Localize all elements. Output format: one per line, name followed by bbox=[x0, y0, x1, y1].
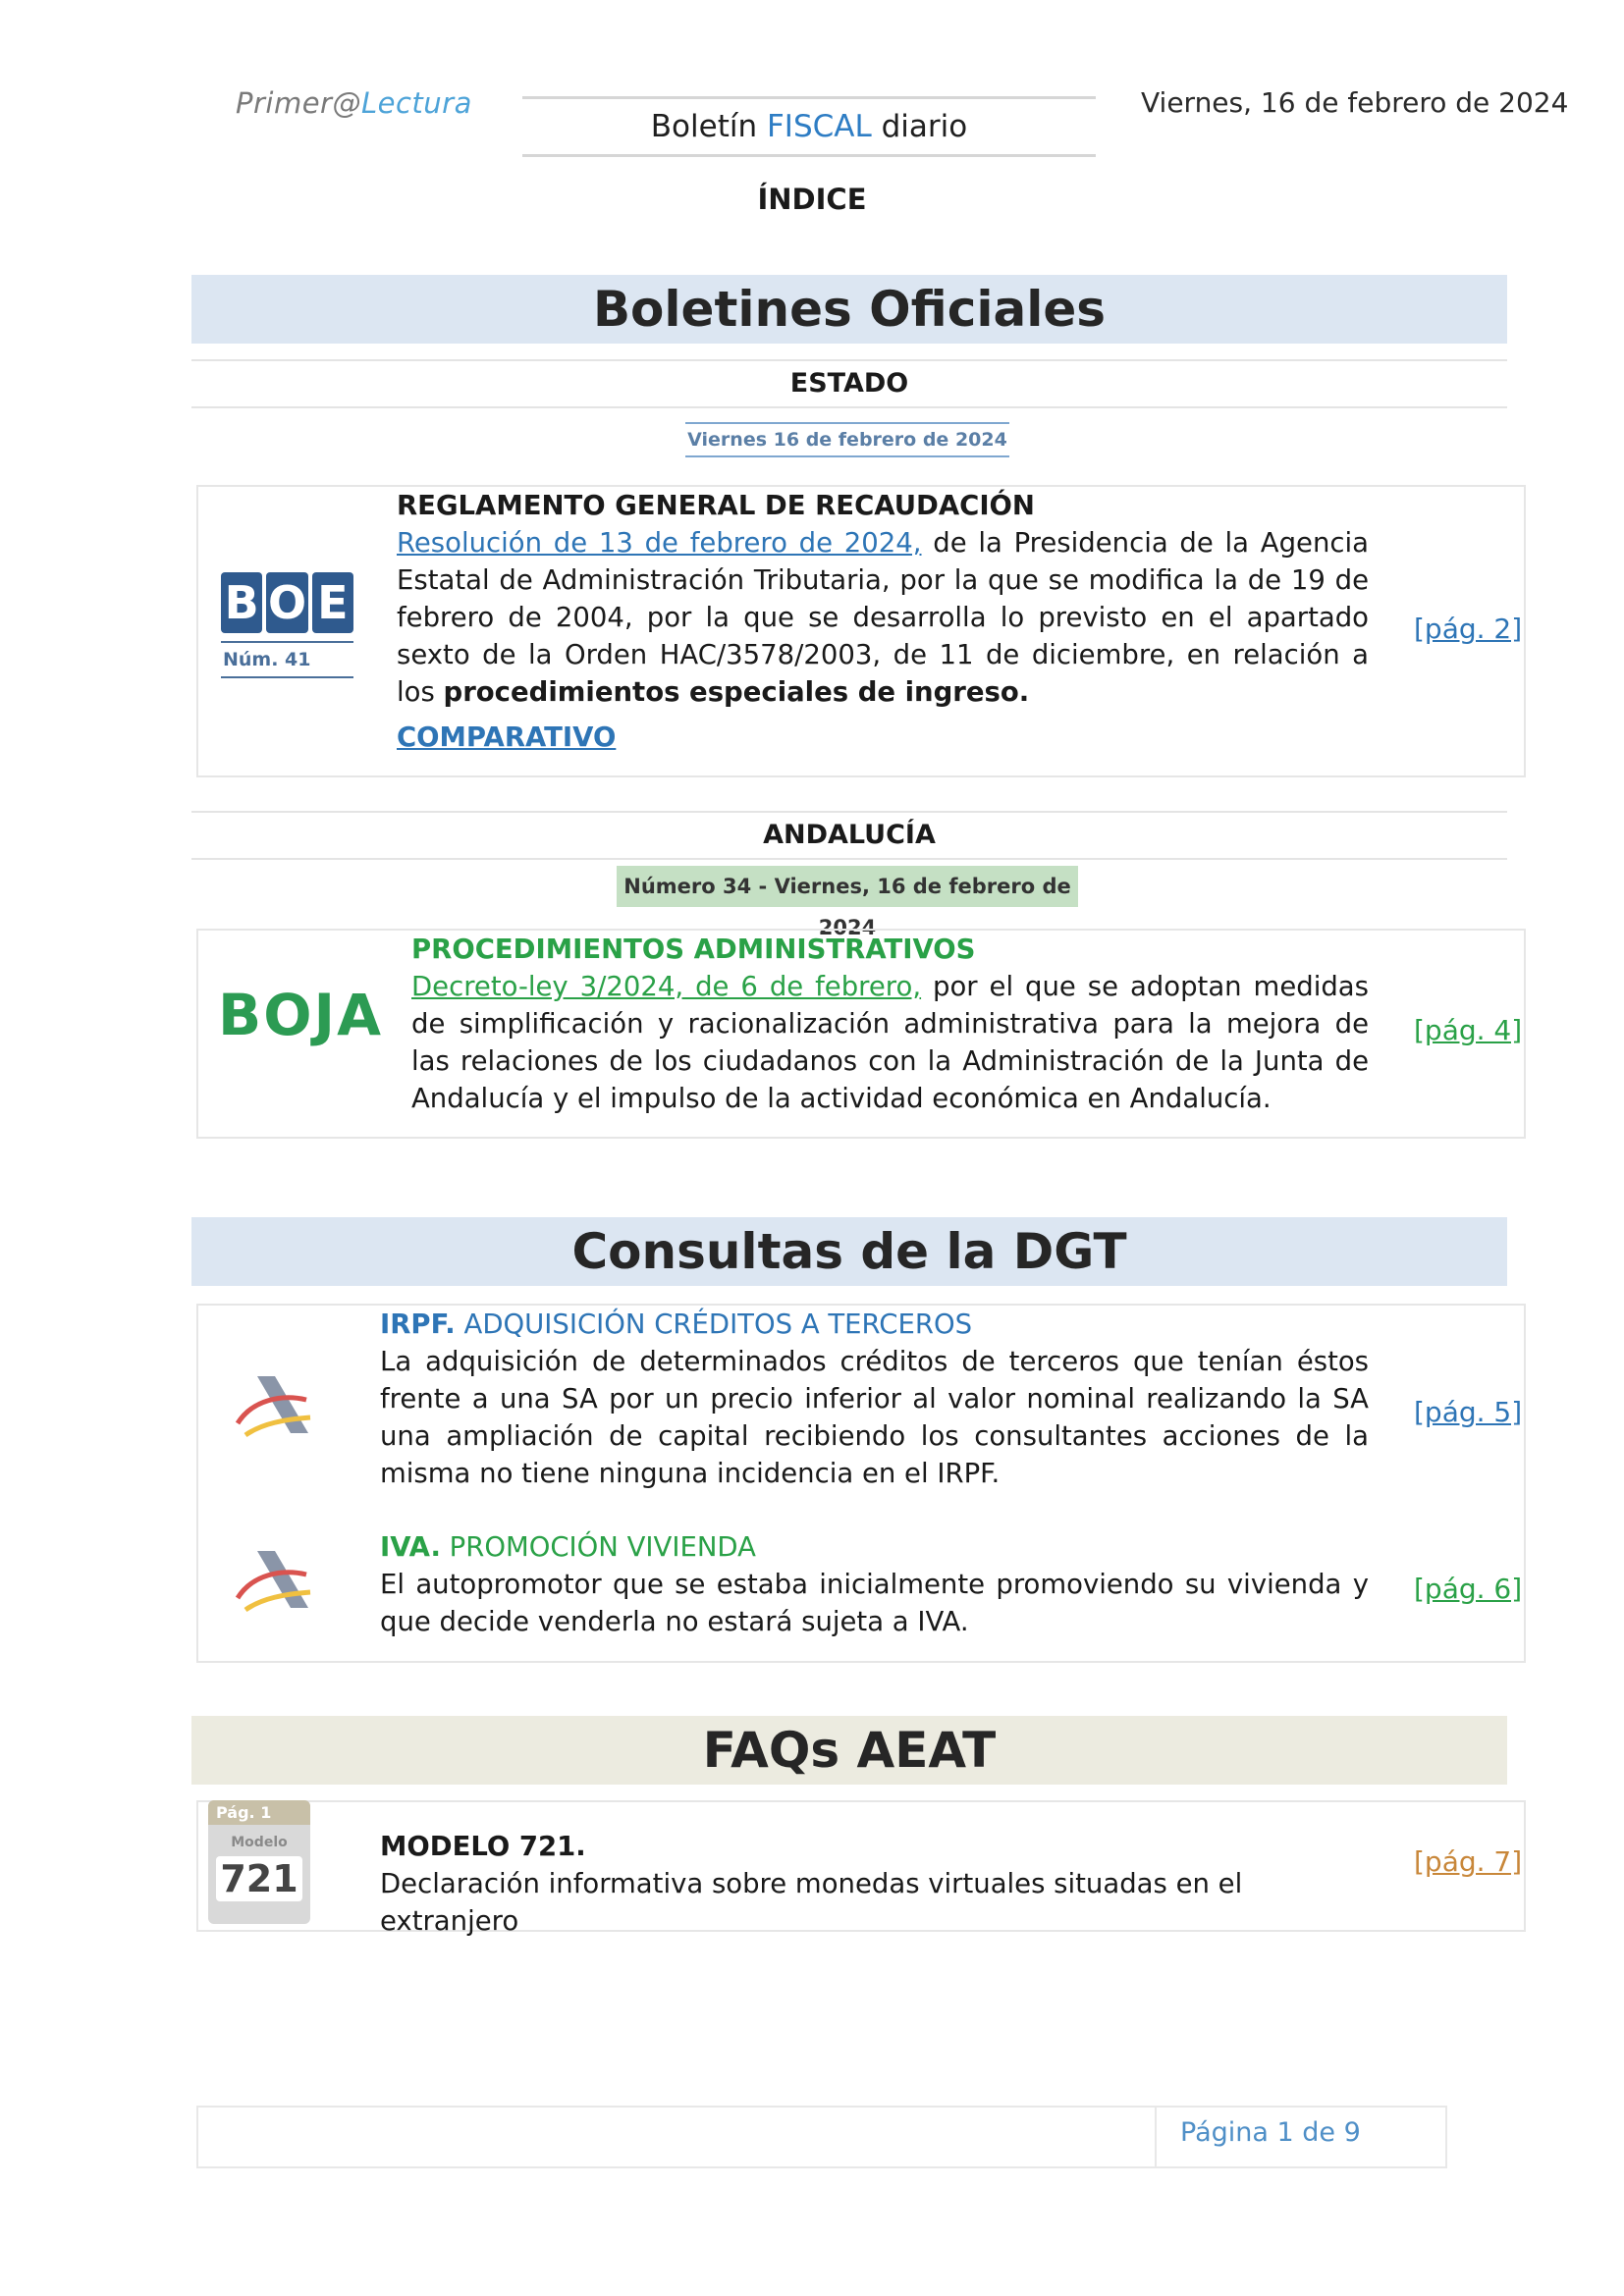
boe-letter-e: E bbox=[312, 572, 353, 633]
iva-topic: PROMOCIÓN VIVIENDA bbox=[440, 1531, 756, 1563]
iva-body: El autopromotor que se estaba inicialmente promoviendo su vivienda y que decide venderla no estará sujeta a IVA. bbox=[380, 1569, 1369, 1637]
section-banner-boletines: Boletines Oficiales bbox=[191, 275, 1507, 344]
boe-logo bbox=[221, 572, 353, 678]
boe-date-chip: Viernes 16 de febrero de 2024 bbox=[685, 422, 1009, 457]
bulletin-prefix: Boletín bbox=[650, 109, 767, 144]
iva-page-link[interactable]: [pág. 6] bbox=[1414, 1573, 1523, 1605]
faqs-page-link[interactable]: [pág. 7] bbox=[1414, 1845, 1523, 1878]
boe-number: Núm. 41 bbox=[221, 641, 353, 678]
faqs-entry-content bbox=[380, 1828, 1369, 1940]
comparativo-link[interactable]: COMPARATIVO bbox=[397, 721, 617, 753]
boe-logo-letters bbox=[221, 572, 353, 633]
header-date-rest: , 16 de febrero de 2024 bbox=[1243, 86, 1569, 119]
header-date bbox=[1141, 86, 1568, 119]
boja-entry-body bbox=[411, 968, 1369, 1117]
boe-resolution-link[interactable]: Resolución de 13 de febrero de 2024, bbox=[397, 527, 922, 559]
dgt-entry-iva bbox=[380, 1528, 1369, 1640]
section-banner-dgt: Consultas de la DGT bbox=[191, 1217, 1507, 1286]
faqs-body: Declaración informativa sobre monedas virtuales situadas en el extranjero bbox=[380, 1868, 1243, 1937]
boe-page-link[interactable]: [pág. 2] bbox=[1414, 613, 1523, 645]
irpf-page-link[interactable]: [pág. 5] bbox=[1414, 1396, 1523, 1428]
modelo-icon-number: 721 bbox=[216, 1856, 302, 1901]
boe-entry-content bbox=[397, 487, 1369, 756]
boja-logo: BOJA bbox=[218, 982, 383, 1048]
boja-entry-content bbox=[411, 931, 1369, 1117]
index-title: ÍNDICE bbox=[757, 183, 867, 216]
boe-letter-o: O bbox=[266, 572, 307, 633]
irpf-heading bbox=[380, 1306, 1369, 1343]
modelo-721-icon bbox=[208, 1800, 310, 1924]
bulletin-title bbox=[522, 96, 1096, 157]
footer-divider bbox=[1155, 2108, 1157, 2166]
brand-part-2: Lectura bbox=[360, 86, 472, 120]
irpf-body: La adquisición de determinados créditos de terceros que tenían éstos frente a una SA por un precio inferior al valor nominal realizando la SA una ampliación de capital recibiendo los consultantes acciones de la misma no tiene ninguna incidencia en el IRPF. bbox=[380, 1346, 1369, 1489]
bulletin-highlight: FISCAL bbox=[766, 109, 872, 144]
boja-entry-heading: PROCEDIMIENTOS ADMINISTRATIVOS bbox=[411, 934, 976, 965]
boe-entry-text: de la Presidencia de la Agencia Estatal de Administración Tributaria, por la que se modifica la de 19 de febrero de 2004, por la que se desarrolla lo previsto en el apartado sexto de la Orden HAC/3578/2003, de 11 de diciembre, en relación a los bbox=[397, 527, 1369, 708]
faqs-heading: MODELO 721. bbox=[380, 1831, 586, 1862]
boja-page-link[interactable]: [pág. 4] bbox=[1414, 1014, 1523, 1046]
section-banner-faqs: FAQs AEAT bbox=[191, 1716, 1507, 1785]
boja-decree-link[interactable]: Decreto-ley 3/2024, de 6 de febrero, bbox=[411, 971, 922, 1002]
brand-part-1: Primer@ bbox=[236, 86, 361, 120]
boja-entry-text: por el que se adoptan medidas de simplificación y racionalización administrativa para la mejora de las relaciones de los ciudadanos con la Administración de la Junta de Andalucía y el impulso de la actividad económica en Andalucía. bbox=[411, 971, 1369, 1114]
brand-logo bbox=[236, 86, 472, 120]
iva-tax: IVA. bbox=[380, 1531, 441, 1563]
page-footer bbox=[196, 2106, 1447, 2168]
page-number: Página 1 de 9 bbox=[1180, 2117, 1361, 2148]
aeat-logo-icon bbox=[228, 1361, 316, 1449]
subsection-andalucia: ANDALUCÍA bbox=[191, 811, 1507, 860]
boe-entry-bold-text: procedimientos especiales de ingreso. bbox=[443, 676, 1030, 708]
irpf-topic: ADQUISICIÓN CRÉDITOS A TERCEROS bbox=[455, 1308, 973, 1340]
header-date-weekday: Viernes bbox=[1141, 86, 1244, 119]
boe-letter-b: B bbox=[221, 572, 262, 633]
bulletin-suffix: diario bbox=[871, 109, 968, 144]
modelo-icon-tab: Pág. 1 bbox=[208, 1800, 310, 1825]
boe-entry-body bbox=[397, 524, 1369, 711]
iva-heading bbox=[380, 1528, 1369, 1566]
boe-entry-heading: REGLAMENTO GENERAL DE RECAUDACIÓN bbox=[397, 490, 1035, 521]
boja-date-chip: Número 34 - Viernes, 16 de febrero de 2024 bbox=[617, 866, 1078, 907]
aeat-logo-icon bbox=[228, 1535, 316, 1624]
irpf-tax: IRPF. bbox=[380, 1308, 456, 1340]
subsection-estado: ESTADO bbox=[191, 359, 1507, 408]
dgt-entry-irpf bbox=[380, 1306, 1369, 1492]
modelo-icon-label: Modelo bbox=[231, 1835, 288, 1850]
